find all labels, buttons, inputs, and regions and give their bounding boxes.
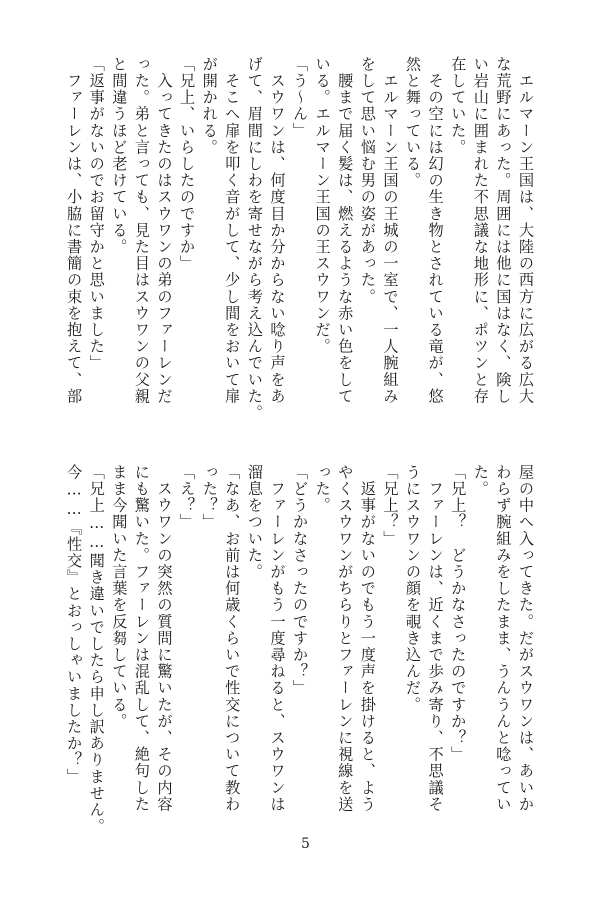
text-line: な荒野にあった。周囲には他に国はなく、険し	[494, 56, 513, 405]
text-line: 「返事がないのでお留守かと思いました」	[87, 56, 106, 372]
text-line: 「兄上？」	[381, 464, 400, 547]
text-block-top	[65, 56, 537, 428]
text-line: と間違うほど老けている。	[110, 56, 129, 256]
text-line: そこへ扉を叩く音がして、少し間をおいて扉	[223, 56, 242, 405]
text-line: った。	[313, 464, 332, 514]
text-line: 「どうかなさったのですか？」	[291, 464, 310, 697]
text-line: 今……『性交』とおっしゃいましたか？」	[65, 464, 84, 785]
text-line: った。弟と言っても、見た目はスウワンの父親	[132, 56, 151, 405]
text-line: やくスウワンがちらりとファーレンに視線を送	[336, 464, 355, 813]
text-line: エルマーン王国の王城の一室で、一人腕組み	[381, 56, 400, 405]
text-line: ファーレンは、近くまで歩み寄り、不思議そ	[426, 464, 445, 813]
text-line: 腰まで届く髪は、燃えるような赤い色をして	[336, 56, 355, 405]
text-line: まま今聞いた言葉を反芻している。	[110, 464, 129, 730]
text-line: うにスウワンの顔を覗き込んだ。	[404, 464, 423, 713]
text-line: 在していた。	[449, 56, 468, 156]
text-line: い岩山に囲まれた不思議な地形に、ポツンと存	[471, 56, 490, 405]
text-line: 溜息をついた。	[245, 464, 264, 581]
text-line: いる。エルマーン王国の王スウワンだ。	[313, 56, 332, 355]
text-line: 然と舞っている。	[404, 56, 423, 189]
text-line: 「う〜ん」	[291, 56, 310, 139]
text-line: スウワンは、何度目か分からない唸り声をあ	[268, 56, 287, 405]
text-line: 「え？」	[178, 464, 197, 531]
text-line: 入ってきたのはスウワンの弟のファーレンだ	[155, 56, 174, 405]
text-block-bottom	[65, 464, 537, 835]
text-line: 「兄上……聞き違いでしたら申し訳ありません。	[87, 464, 106, 835]
text-line: た。	[471, 464, 490, 498]
text-line: 返事がないのでもう一度声を掛けると、よう	[358, 464, 377, 813]
text-line: が開かれる。	[200, 56, 219, 156]
text-line: った？」	[200, 464, 219, 531]
text-line: エルマーン王国は、大陸の西方に広がる広大	[517, 56, 535, 405]
text-line: ファーレンは、小脇に書簡の束を抱えて、部	[65, 56, 84, 405]
text-line: わらず腕組みをしたまま、うんうんと唸ってい	[494, 464, 513, 813]
page-number: 5	[301, 836, 310, 852]
text-line: にも驚いた。ファーレンは混乱して、絶句した	[132, 464, 151, 813]
text-line: ファーレンがもう一度尋ねると、スウワンは	[268, 464, 287, 813]
text-line: げて、眉間にしわを寄せながら考え込んでいた。	[245, 56, 264, 422]
text-line: 「兄上、いらしたのですか」	[178, 56, 197, 272]
text-line: をして思い悩む男の姿があった。	[358, 56, 377, 305]
text-line: 「兄上？ どうかなさったのですか？」	[449, 464, 468, 763]
text-line: スウワンの突然の質問に驚いたが、その内容	[155, 464, 174, 813]
text-line: 「なあ、お前は何歳くらいで性交について教わ	[223, 464, 242, 813]
text-line: 屋の中へ入ってきた。だがスウワンは、あいか	[517, 464, 535, 813]
text-line: その空には幻の生き物とされている竜が、悠	[426, 56, 445, 405]
